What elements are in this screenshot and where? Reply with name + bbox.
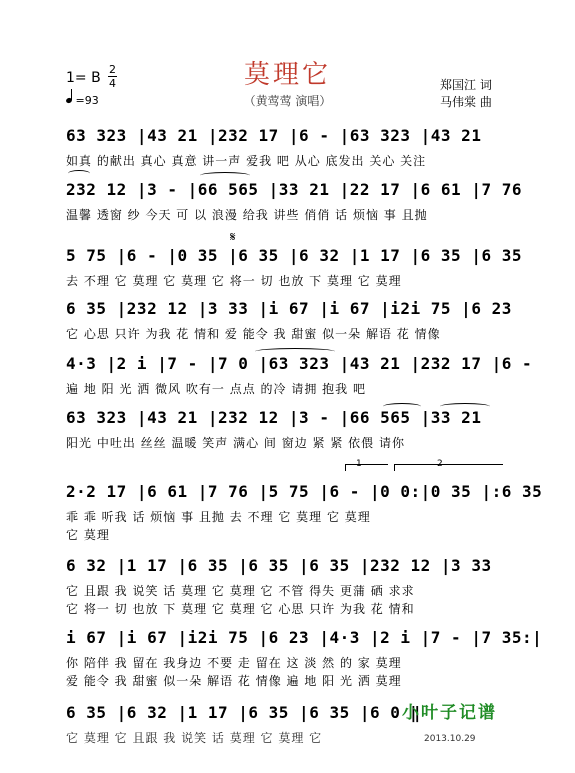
lyric-row-4: 它 心思 只许 为我 花 情和 爱 能令 我 甜蜜 似一朵 解语 花 情像 <box>66 327 441 341</box>
slur-mark <box>68 170 90 177</box>
lyric-row-7b: 它 莫理 <box>66 528 110 542</box>
notation-row-2: 232 12 |3 - |66 565 |33 21 |22 17 |6 61 |7 76 <box>66 180 522 199</box>
notation-row-8: 6 32 |1 17 |6 35 |6 35 |6 35 |232 12 |3 33 <box>66 556 492 575</box>
transcription-date: 2013.10.29 <box>424 734 476 744</box>
notation-row-9: i 67 |i 67 |i2i 75 |6 23 |4·3 |2 i |7 - |7 35:| <box>66 628 543 647</box>
lyricist-credit: 郑国江 词 <box>440 78 492 92</box>
notation-row-4: 6 35 |232 12 |3 33 |i 67 |i 67 |i2i 75 |6 23 <box>66 299 512 318</box>
lyric-row-6: 阳光 中吐出 丝丝 温暖 笑声 满心 间 窗边 紧 紧 依偎 请你 <box>66 436 405 450</box>
notation-row-6: 63 323 |43 21 |232 12 |3 - |66 565 |33 21 <box>66 408 482 427</box>
notation-row-5: 4·3 |2 i |7 - |7 0 |63 323 |43 21 |232 17 |6 - <box>66 354 533 373</box>
key-signature: 1= B <box>66 70 101 86</box>
slur-mark <box>383 403 421 410</box>
transcriber-brand: 小叶子记谱 <box>402 703 497 723</box>
lyric-row-2: 温馨 透窗 纱 今天 可 以 浪漫 给我 讲些 俏俏 话 烦恼 事 且抛 <box>66 208 428 222</box>
composer-credit: 马伟棠 曲 <box>440 95 492 109</box>
lyric-row-9b: 爱 能令 我 甜蜜 似一朵 解语 花 情像 遍 地 阳 光 洒 莫理 <box>66 674 402 688</box>
time-signature-top: 2 <box>109 63 116 76</box>
slur-mark <box>440 403 490 410</box>
notation-row-1: 63 323 |43 21 |232 17 |6 - |63 323 |43 21 <box>66 126 482 145</box>
lyric-row-5: 遍 地 阳 光 洒 微风 吹有一 点点 的冷 请拥 抱我 吧 <box>66 382 366 396</box>
slur-mark <box>255 348 335 355</box>
time-signature <box>108 64 117 89</box>
lyric-row-9a: 你 陪伴 我 留在 我身边 不要 走 留在 这 淡 然 的 家 莫理 <box>66 656 402 670</box>
tempo-marking <box>66 93 99 107</box>
volta-label-2: 2 <box>437 459 443 469</box>
lyric-row-1: 如真 的献出 真心 真意 讲一声 爱我 吧 从心 底发出 关心 关注 <box>66 154 427 168</box>
volta-bracket-2 <box>394 464 503 471</box>
volta-bracket-1 <box>345 464 388 471</box>
notation-row-10: 6 35 |6 32 |1 17 |6 35 |6 35 |6 0 ‖ <box>66 703 421 722</box>
slur-mark <box>200 172 250 179</box>
lyric-row-8a: 它 且跟 我 说笑 话 莫理 它 莫理 它 不管 得失 更蒲 硒 求求 <box>66 584 415 598</box>
tempo-value: =93 <box>75 94 99 107</box>
notation-row-7: 2·2 17 |6 61 |7 76 |5 75 |6 - |0 0:|0 35 |:6 35 <box>66 482 543 501</box>
lyric-row-7a: 乖 乖 听我 话 烦恼 事 且抛 去 不理 它 莫理 它 莫理 <box>66 510 371 524</box>
lyric-row-8b: 它 将一 切 也放 下 莫理 它 莫理 它 心思 只许 为我 花 情和 <box>66 602 415 616</box>
notation-row-3: 5 75 |6 - |0 35 |6 35 |6 32 |1 17 |6 35 |6 35 <box>66 246 522 265</box>
lyric-row-10: 它 莫理 它 且跟 我 说笑 话 莫理 它 莫理 它 <box>66 731 323 745</box>
song-subtitle: （黄莺莺 演唱） <box>243 94 332 108</box>
segno-sign: 𝄋 <box>230 230 236 245</box>
time-signature-bottom: 4 <box>109 77 116 90</box>
song-title: 莫理它 <box>243 60 331 90</box>
volta-label-1: 1 <box>356 459 362 469</box>
quarter-note-stem <box>71 89 72 100</box>
lyric-row-3: 去 不理 它 莫理 它 莫理 它 将一 切 也放 下 莫理 它 莫理 <box>66 274 402 288</box>
